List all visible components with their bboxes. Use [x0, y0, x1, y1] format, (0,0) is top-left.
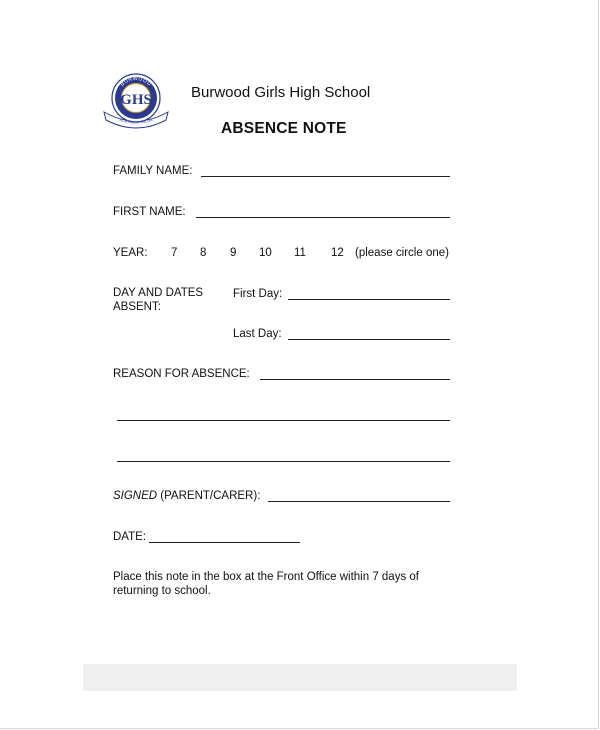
first-name-label: FIRST NAME:	[113, 206, 186, 218]
first-name-field[interactable]	[196, 217, 450, 218]
year-option-8[interactable]: 8	[200, 247, 207, 259]
family-name-label: FAMILY NAME:	[113, 165, 193, 177]
year-label: YEAR:	[113, 247, 148, 259]
year-option-11[interactable]: 11	[294, 247, 306, 259]
instruction-line2: returning to school.	[113, 585, 211, 597]
reason-field-line2[interactable]	[117, 420, 450, 421]
last-day-label: Last Day:	[233, 328, 282, 340]
year-option-12[interactable]: 12	[331, 247, 344, 259]
reason-field-line3[interactable]	[117, 461, 450, 462]
reason-label: REASON FOR ABSENCE:	[113, 368, 250, 380]
reason-field-line1[interactable]	[260, 379, 450, 380]
signed-label	[113, 490, 260, 502]
school-crest-icon	[100, 72, 172, 134]
document-title: ABSENCE NOTE	[221, 120, 347, 137]
date-label: DATE:	[113, 531, 147, 543]
dates-absent-label-line1: DAY AND DATES	[113, 287, 204, 299]
instruction-line1: Place this note in the box at the Front Office within 7 days of	[113, 571, 419, 583]
signed-suffix: (PARENT/CARER):	[157, 490, 261, 502]
year-option-9[interactable]: 9	[230, 247, 237, 259]
first-day-label: First Day:	[233, 288, 283, 300]
crest-motto-text: NON NOBIS SOLUM	[119, 117, 153, 125]
signed-word: SIGNED	[113, 490, 158, 502]
school-name: Burwood Girls High School	[191, 84, 371, 101]
svg-text:GHS: GHS	[120, 92, 152, 108]
signature-field[interactable]	[268, 501, 450, 502]
family-name-field[interactable]	[201, 176, 450, 177]
dates-absent-label-line2: ABSENT:	[113, 301, 161, 313]
year-option-7[interactable]: 7	[171, 247, 178, 259]
last-day-field[interactable]	[288, 339, 450, 340]
first-day-field[interactable]	[288, 299, 450, 300]
crest-top-text: BURWOOD	[119, 75, 153, 88]
year-option-10[interactable]: 10	[259, 247, 272, 259]
footer-bar	[83, 664, 517, 691]
year-hint: (please circle one)	[355, 247, 449, 259]
date-field[interactable]	[149, 542, 300, 543]
